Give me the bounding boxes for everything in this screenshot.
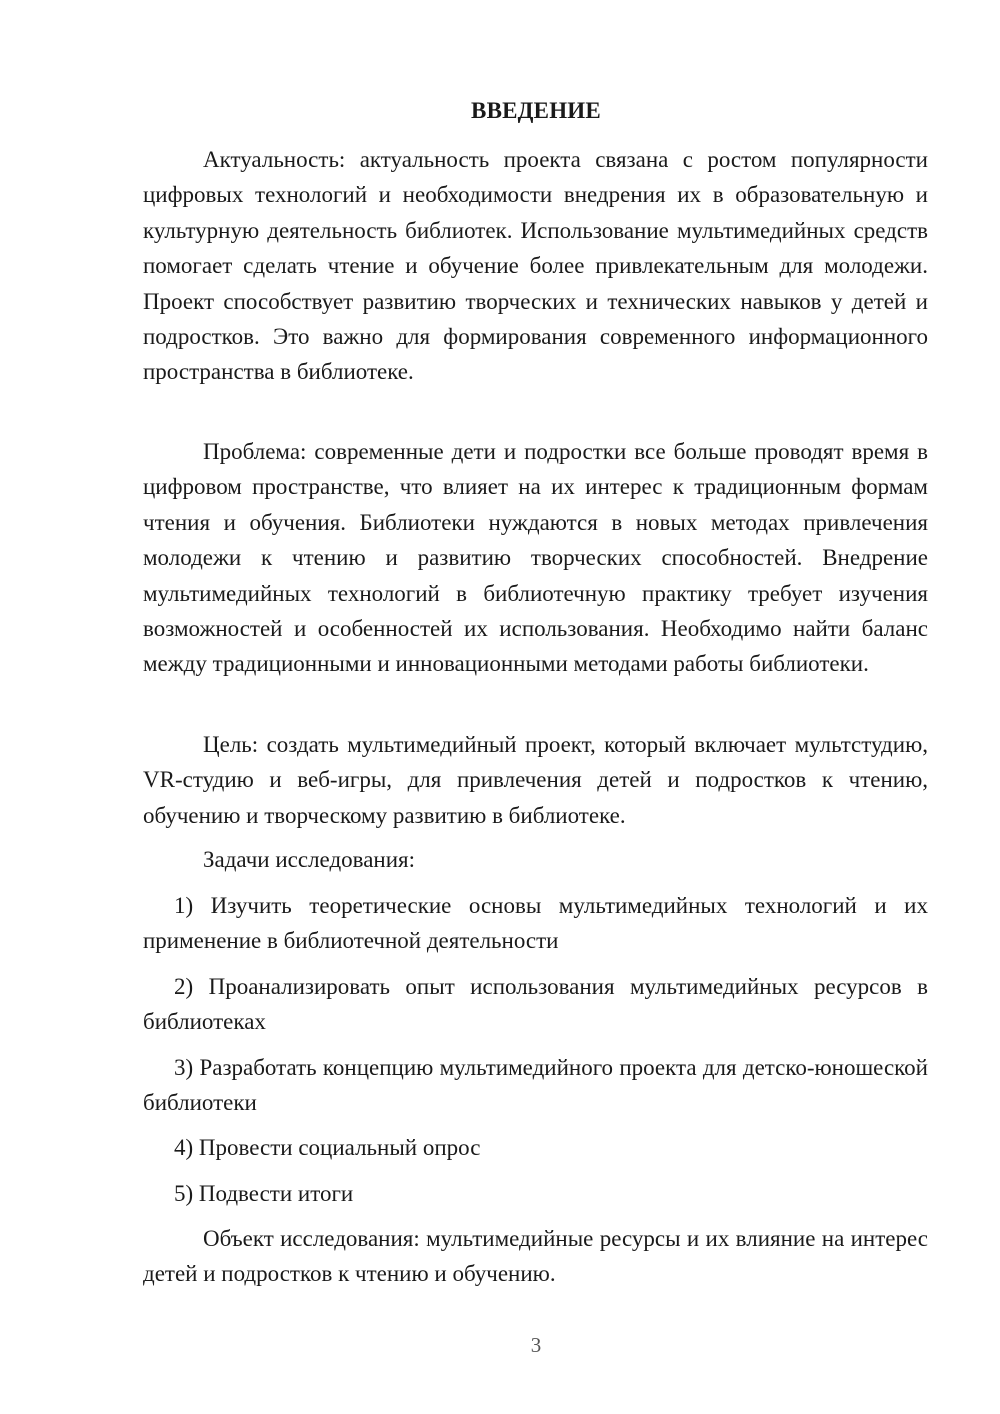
task-item-1: 1) Изучить теоретические основы мультимедийных технологий и их применение в библиотечной деятельности	[143, 893, 928, 954]
paragraph-relevance: Актуальность: актуальность проекта связана с ростом популярности цифровых технологий и необходимости внедрения их в образовательную и культурную деятельность библиотек. Использование мультимедийных средств помогает сделать чтение и обучение более привлекательным для молодежи. Проект способствует развитию творческих и технических навыков у детей и подростков. Это важно для формирования современного информационного пространства в библиотеке.	[143, 147, 928, 385]
section-title: ВВЕДЕНИЕ	[471, 98, 601, 123]
task-item-2: 2) Проанализировать опыт использования мультимедийных ресурсов в библиотеках	[143, 974, 928, 1035]
paragraph-problem: Проблема: современные дети и подростки все больше проводят время в цифровом пространстве, что влияет на их интерес к традиционным формам чтения и обучения. Библиотеки нуждаются в новых методах привлечения молодежи к чтению и развитию творческих способностей. Внедрение мультимедийных технологий в библиотечную практику требует изучения возможностей и особенностей их использования. Необходимо найти баланс между традиционными и инновационными методами работы библиотеки.	[143, 439, 928, 677]
tasks-heading: Задачи исследования:	[203, 847, 416, 872]
task-item-4: 4) Провести социальный опрос	[174, 1135, 481, 1160]
task-item-5: 5) Подвести итоги	[174, 1181, 354, 1206]
task-item-3: 3) Разработать концепцию мультимедийного проекта для детско-юношеской библиотеки	[143, 1055, 928, 1116]
paragraph-goal: Цель: создать мультимедийный проект, который включает мультстудию, VR-студию и веб-игры, для привлечения детей и подростков к чтению, обучению и творческому развитию в библиотеке.	[143, 732, 928, 828]
page-number: 3	[530, 1333, 542, 1357]
paragraph-object: Объект исследования: мультимедийные ресурсы и их влияние на интерес детей и подростков к чтению и обучению.	[143, 1226, 928, 1287]
